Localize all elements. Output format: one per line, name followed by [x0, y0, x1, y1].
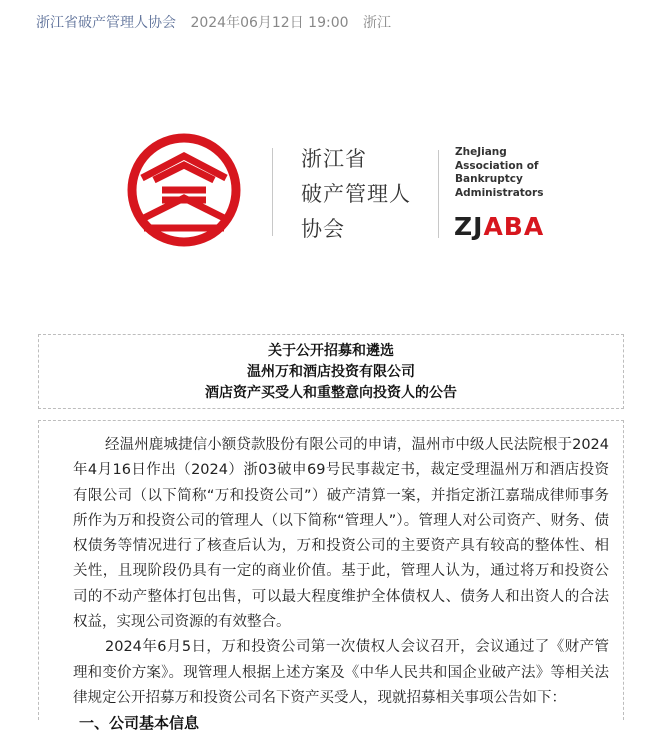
logo-divider — [272, 148, 273, 236]
logo-english-name — [455, 146, 543, 200]
logo-cn-line: 浙江省 — [301, 147, 367, 171]
logo-cn-line: 协会 — [301, 217, 345, 241]
title-line: 温州万和酒店投资有限公司 — [247, 364, 415, 380]
publish-datetime: 2024年06月12日 19:00 — [190, 15, 349, 31]
logo-cn-line: 破产管理人 — [301, 182, 411, 206]
logo-en-line: Association of — [455, 159, 539, 172]
title-line: 关于公开招募和遴选 — [268, 343, 394, 359]
title-line: 酒店资产买受人和重整意向投资人的公告 — [205, 385, 457, 401]
notice-title — [38, 334, 624, 409]
body-paragraph: 2024年6月5日，万和投资公司第一次债权人会议召开，会议通过了《财产管理和变价方案》。现管理人根据上述方案及《中华人民共和国企业破产法》等相关法律规定公开招募万和投资公司名下资产买受人，现就招募相关事项公告如下： — [73, 639, 609, 706]
logo-en-line: ZheJiang — [455, 146, 507, 158]
publish-location: 浙江 — [362, 15, 391, 31]
section-heading: 一、公司基本信息 — [79, 714, 200, 733]
notice-body — [38, 420, 624, 733]
logo-chinese-name — [301, 142, 411, 247]
article-meta — [36, 12, 401, 32]
logo-en-line: Administrators — [455, 186, 544, 199]
source-account-link[interactable]: 浙江省破产管理人协会 — [36, 15, 176, 31]
logo-abbr-suffix: ABA — [483, 212, 545, 241]
logo-en-line: Bankruptcy — [455, 173, 523, 185]
association-logo — [118, 128, 548, 253]
zjaba-emblem-icon — [124, 130, 244, 250]
body-paragraph: 经温州鹿城捷信小额贷款股份有限公司的申请，温州市中级人民法院根于2024年4月16日作出（2024）浙03破申69号民事裁定书，裁定受理温州万和酒店投资有限公司（以下简称“万和投资公司”）破产清算一案，并指定浙江嘉瑞成律师事务所作为万和投资公司的管理人（以下简称“管理人”）。管理人对公司资产、财务、债权债务等情况进行了核查后认为，万和投资公司的主要资产具有较高的整体性、相关性，且现阶段仍具有一定的商业价值。基于此，管理人认为，通过将万和投资公司的不动产整体打包出售，可以最大程度维护全体债权人、债务人和出资人的合法权益，实现公司资源的有效整合。 — [73, 437, 609, 631]
logo-divider — [438, 150, 439, 238]
logo-abbreviation — [454, 212, 544, 241]
logo-abbr-prefix: ZJ — [454, 212, 484, 241]
